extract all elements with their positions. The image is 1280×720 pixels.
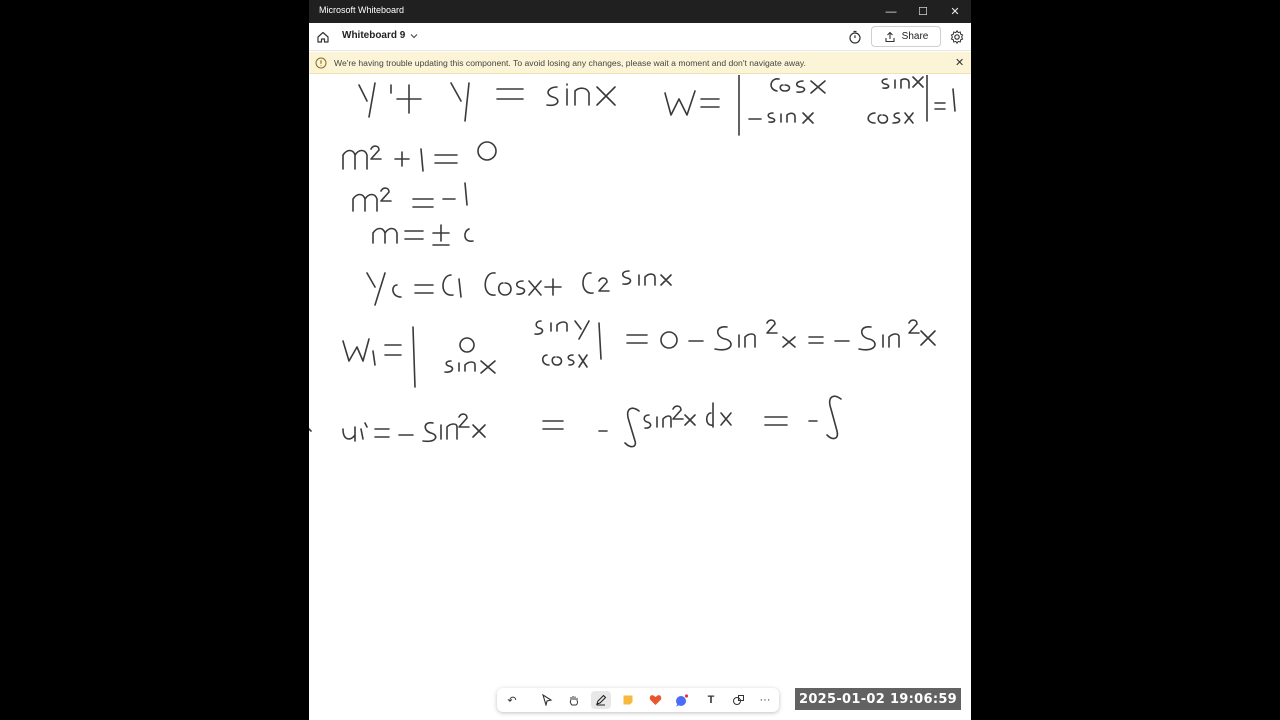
ink-m-roots (373, 225, 473, 245)
text-icon[interactable]: T (707, 694, 715, 706)
comment-icon[interactable] (672, 691, 692, 709)
share-label: Share (901, 31, 929, 42)
ink-m-squared (353, 183, 467, 211)
ink-equation-1 (359, 83, 615, 121)
ink-w1 (343, 320, 935, 387)
ink-char-eq (343, 142, 496, 171)
undo-icon[interactable]: ↶ (507, 694, 517, 707)
banner-message: We're having trouble updating this component. To avoid losing any changes, please wait a moment and don't navigate away. (334, 58, 806, 68)
share-icon (884, 31, 896, 43)
select-icon[interactable] (537, 691, 557, 709)
warning-banner (309, 52, 971, 74)
window-titlebar (309, 0, 971, 23)
video-timestamp-overlay: 2025-01-02 19:06:59 (795, 688, 961, 710)
sticky-note-icon[interactable] (618, 691, 638, 709)
board-name[interactable]: Whiteboard 9 (342, 30, 406, 41)
close-window-button[interactable]: ✕ (950, 6, 960, 18)
timer-icon[interactable] (847, 29, 863, 45)
more-icon[interactable]: ··· (759, 694, 771, 706)
reaction-icon[interactable] (645, 691, 665, 709)
ink-wronskian-1 (665, 75, 955, 135)
top-toolbar (309, 23, 971, 51)
gear-icon[interactable] (949, 29, 965, 45)
bottom-toolbar (497, 688, 779, 712)
ink-u1-prime (309, 396, 841, 446)
whiteboard-app-window (309, 0, 971, 720)
info-icon (315, 57, 327, 69)
chevron-down-icon[interactable] (409, 31, 419, 41)
minimize-button[interactable]: — (885, 5, 897, 18)
app-title: Microsoft Whiteboard (319, 5, 405, 15)
shapes-icon[interactable] (728, 691, 748, 709)
handwriting-ink (309, 75, 971, 720)
home-icon[interactable] (315, 29, 331, 45)
maximize-button[interactable]: ☐ (918, 6, 928, 18)
banner-close-button[interactable]: ✕ (955, 57, 965, 69)
share-button[interactable] (871, 26, 941, 47)
pen-icon[interactable] (591, 691, 611, 709)
whiteboard-canvas[interactable] (309, 75, 971, 720)
hand-icon[interactable] (564, 691, 584, 709)
ink-complementary (367, 271, 671, 305)
